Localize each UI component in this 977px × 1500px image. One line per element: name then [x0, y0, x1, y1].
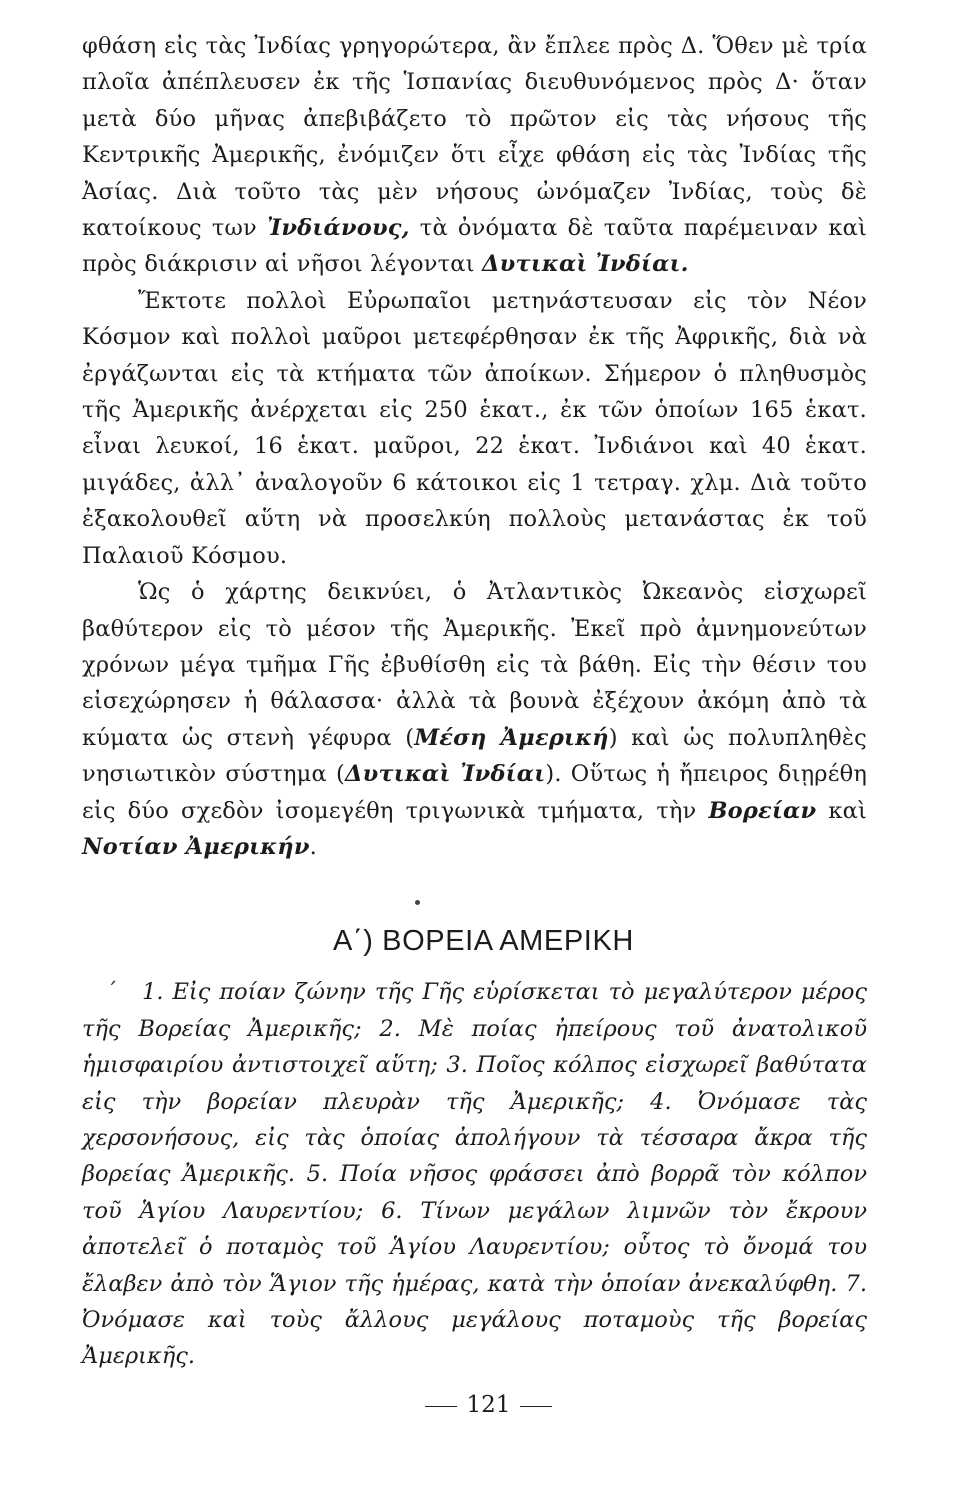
- paragraph-population: Ἔκτοτε πολλοὶ Εὐρωπαῖοι μετηνάστευσαν εἰς τὸν Νέον Κόσμον καὶ πολλοὶ μαῦροι μετεφέρθησαν ἐκ τῆς Ἀφρικῆς, διὰ νὰ ἐργάζωνται εἰς τὰ κτήματα τῶν ἀποίκων. Σήμερον ὁ πληθυσμὸς τῆς Ἀμερικῆς ἀνέρχεται εἰς 250 ἑκατ., ἐκ τῶν ὁποίων 165 ἑκατ. εἶναι λευκοί, 16 ἑκατ. μαῦροι, 22 ἑκατ. Ἰνδιάνοι καὶ 40 ἑκατ. μιγάδες, ἀλλ᾽ ἀναλογοῦν 6 κάτοικοι εἰς 1 τετραγ. χλμ. Διὰ τοῦτο ἐξακολουθεῖ αὕτη νὰ προσελκύη πολλοὺς μετανάστας ἐκ τοῦ Παλαιοῦ Κόσμου.: [82, 287, 867, 569]
- paragraph-columbus: φθάση εἰς τὰς Ἰνδίας γρηγορώτερα, ἂν ἔπλεε πρὸς Δ. Ὅθεν μὲ τρία πλοῖα ἀπέπλευσεν ἐκ τῆς Ἱσπανίας διευθυνόμενος πρὸς Δ· ὅταν μετὰ δύο μῆνας ἀπεβιβάζετο τὸ πρῶτον εἰς τὰς νήσους τῆς Κεντρικῆς Ἀμερικῆς, ἐνόμιζεν ὅτι εἶχε φθάση εἰς τὰς Ἰνδίας τῆς Ἀσίας. Διὰ τοῦτο τὰς μὲν νήσους ὠνόμαζεν Ἰνδίας, τοὺς δὲ κατοίκους των Ἰνδιάνους, τὰ ὀνόματα δὲ ταῦτα παρέμειναν καὶ πρὸς διάκρισιν αἱ νῆσοι λέγονται Δυτικαὶ Ἰνδίαι.: [82, 33, 867, 278]
- pencil-tick-icon: ˊ: [106, 979, 118, 1006]
- page-footer: [0, 1392, 977, 1418]
- paragraph-geography: Ὡς ὁ χάρτης δεικνύει, ὁ Ἀτλαντικὸς Ὠκεανὸς εἰσχωρεῖ βαθύτερον εἰς τὸ μέσον τῆς Ἀμερικῆς. Ἐκεῖ πρὸ ἀμνημονεύτων χρόνων μέγα τμῆμα Γῆς ἐβυθίσθη εἰς τὰ βάθη. Εἰς τὴν θέσιν του εἰσεχώρησεν ἡ θάλασσα· ἀλλὰ τὰ βουνὰ ἐξέχουν ἀκόμη ἀπὸ τὰ κύματα ὡς στενὴ γέφυρα (Μέση Ἀμερική) καὶ ὡς πολυπληθὲς νησιωτικὸν σύστημα (Δυτικαὶ Ἰνδίαι). Οὕτως ἡ ἤπειρος διῃρέθη εἰς δύο σχεδὸν ἰσομεγέθη τριγωνικὰ τμήματα, τὴν Βορείαν καὶ Νοτίαν Ἀμερικήν.: [82, 579, 868, 860]
- review-questions: [82, 974, 867, 1374]
- questions-text: 1. Εἰς ποίαν ζώνην τῆς Γῆς εὑρίσκεται τὸ μεγαλύτερον μέρος τῆς Βορείας Ἀμερικῆς; 2. Μὲ ποίας ἠπείρους τοῦ ἀνατολικοῦ ἡμισφαιρίου ἀντιστοιχεῖ αὕτη; 3. Ποῖος κόλπος εἰσχωρεῖ βαθύτατα εἰς τὴν βορείαν πλευρὰν τῆς Ἀμερικῆς; 4. Ὀνόμασε τὰς χερσονήσους, εἰς τὰς ὁποίας ἀπολήγουν τὰ τέσσαρα ἄκρα τῆς βορείας Ἀμερικῆς. 5. Ποία νῆσος φράσσει ἀπὸ βορρᾶ τὸν κόλπον τοῦ Ἁγίου Λαυρεντίου; 6. Τίνων μεγάλων λιμνῶν τὸν ἔκρουν ἀποτελεῖ ὁ ποταμὸς τοῦ Ἁγίου Λαυρεντίου; οὗτος τὸ ὄνομά του ἔλαβεν ἀπὸ τὸν Ἅγιον τῆς ἡμέρας, κατὰ τὴν ὁποίαν ἀνεκαλύφθη. 7. Ὀνόμασε καὶ τοὺς ἄλλους μεγάλους ποταμοὺς τῆς βορείας Ἀμερικῆς.: [82, 979, 867, 1370]
- section-heading: Α΄) ΒΟΡΕΙΑ ΑΜΕΡΙΚΗ: [333, 925, 634, 958]
- page-number: 121: [466, 1392, 511, 1418]
- dash-left: [425, 1406, 457, 1407]
- bold-indians: Ἰνδιάνους,: [266, 215, 410, 242]
- bold-central-america: Μέση Ἀμερική: [414, 724, 609, 751]
- bold-north: Βορείαν: [708, 797, 817, 824]
- dash-right: [520, 1406, 552, 1407]
- bold-west-indies: Δυτικαὶ Ἰνδίαι.: [482, 251, 689, 278]
- bold-south-america: Νοτίαν Ἀμερικήν: [82, 833, 310, 860]
- ink-dot: [415, 900, 420, 905]
- bold-west-indies-2: Δυτικαὶ Ἰνδίαι: [344, 761, 546, 788]
